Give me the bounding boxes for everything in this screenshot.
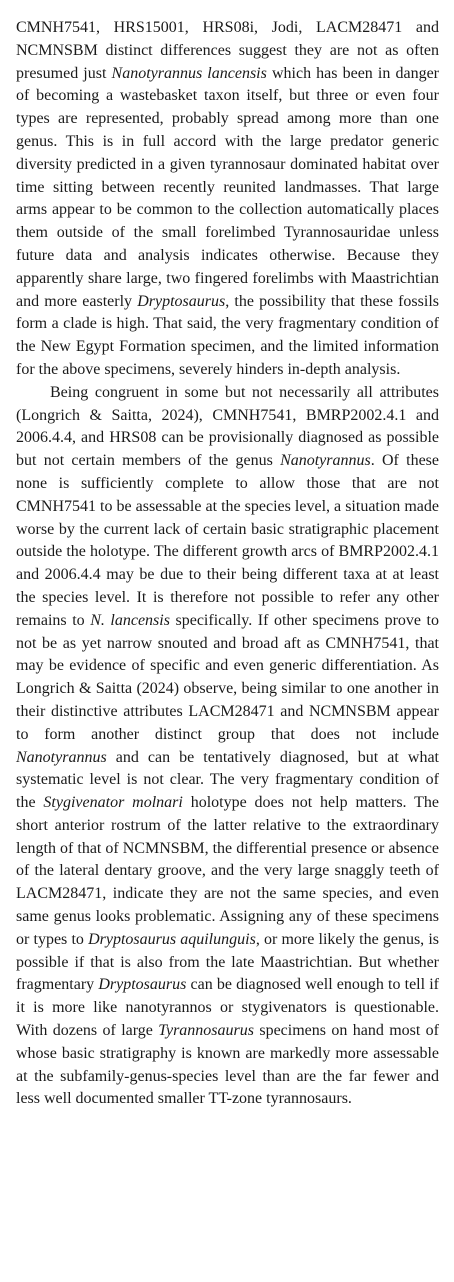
- body-text-segment: specifically. If other specimens prove to not be as yet narrow snouted and broad aft as CMNH7541, that may be evidence of specific and even generic differentiation. As Longrich & Saitta (2024) observe, being similar to one another in their distinctive attributes LACM28471 and NCMNSBM appear to form another distinct group that does not include: [16, 611, 439, 743]
- body-text-segment: which has been in danger of becoming a wastebasket taxon itself, but three or even four types are represented, probably spread among more than one genus. This is in full accord with the large predator generic diversity predicted in a given tyrannosaur dominated habitat over time sitting between recently reunited landmasses. That large arms appear to be common to the collection automatically places them outside of the small forelimbed Tyrannosauridae unless future data and analysis indicates otherwise. Because they apparently share large, two fingered forelimbs with Maastrichtian and more easterly: [16, 64, 439, 310]
- italic-taxon-text: N. lancensis: [90, 611, 170, 629]
- italic-taxon-text: Dryptosaurus aquilunguis: [88, 930, 256, 948]
- italic-taxon-text: Dryptosaurus: [137, 292, 226, 310]
- italic-taxon-text: Nanotyrannus: [280, 452, 371, 470]
- italic-taxon-text: Nanotyrannus lancensis: [111, 64, 267, 82]
- italic-taxon-text: Nanotyrannus: [16, 748, 107, 766]
- italic-taxon-text: Tyrannosaurus: [158, 1022, 254, 1040]
- body-text-segment: CMNH7541, HRS15001, HRS08i, Jodi, LACM28471 and NCMNSBM distinct differences suggest they are not as often presumed just: [16, 19, 439, 82]
- body-text-segment: holotype does not help matters. The short anterior rostrum of the latter relative to the extraordinary length of that of NCMNSBM, the differential presence or absence of the lateral dentary groove, and the very large snaggly teeth of LACM28471, indicate they are not the same species, and even same genus looks problematic. Assigning any of these specimens or types to: [16, 794, 439, 948]
- body-text-segment: , the possibility that these fossils form a clade is high. That said, the very fragmentary condition of the New Egypt Formation specimen, and the limited information for the above specimens, severely hinders in-depth analysis.: [16, 292, 439, 378]
- body-text-segment: Being congruent in some but not necessarily all attributes (Longrich & Saitta, 2024), CMNH7541, BMRP2002.4.1 and 2006.4.4, and HRS08 can be provisionally diagnosed as possible but not certain members of the genus: [16, 383, 439, 470]
- body-text-segment: specimens on hand most of whose basic stratigraphy is known are markedly more assessable at the subfamily-genus-species level than are the far fewer and less well documented smaller TT-zone tyrannosaurs.: [16, 1022, 440, 1108]
- body-text-segment: . Of these none is sufficiently complete to allow those that are not CMNH7541 to be assessable at the species level, a situation made worse by the current lack of certain basic stratigraphic placement outside the holotype. The different growth arcs of BMRP2002.4.1 and 2006.4.4 may be due to their being different taxa at at least the species level. It is therefore not possible to refer any other remains to: [16, 452, 440, 629]
- italic-taxon-text: Stygivenator molnari: [43, 794, 183, 812]
- paragraph: [16, 382, 439, 1112]
- body-text-segment: and can be tentatively diagnosed, but at what systematic level is not clear. The very fragmentary condition of the: [16, 748, 439, 812]
- paragraph: [16, 17, 439, 382]
- body-text-segment: , or more likely the genus, is possible if that is also from the late Maastrichtian. But whether fragmentary: [16, 930, 440, 994]
- body-text-segment: can be diagnosed well enough to tell if it is more like nanotyrannos or stygivenators is questionable. With dozens of large: [16, 976, 439, 1040]
- italic-taxon-text: Dryptosaurus: [98, 976, 187, 994]
- body-text: [16, 17, 439, 1111]
